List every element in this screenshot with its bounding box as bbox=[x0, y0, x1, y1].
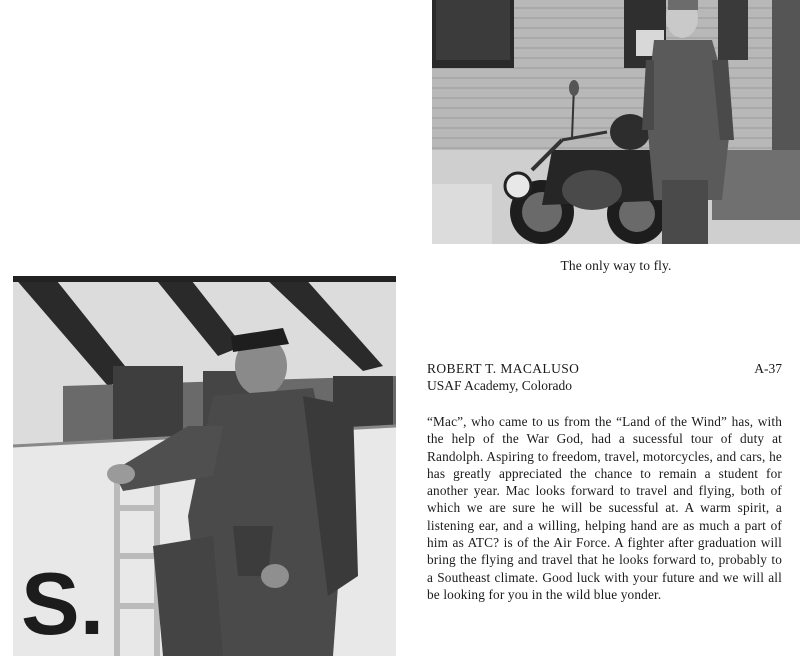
motorcycle-photo bbox=[432, 0, 800, 244]
bio-class-code: A-37 bbox=[754, 361, 782, 376]
bio-section bbox=[427, 360, 782, 603]
bio-origin: USAF Academy, Colorado bbox=[427, 378, 572, 393]
pilot-photo bbox=[13, 276, 396, 656]
motorcycle-photo-caption: The only way to fly. bbox=[560, 258, 672, 273]
bio-header bbox=[427, 360, 782, 377]
bio-name: ROBERT T. MACALUSO bbox=[427, 361, 580, 376]
aircraft-marking: S. bbox=[21, 554, 105, 653]
bio-text: “Mac”, who came to us from the “Land of the Wind” has, with the help of the War God, had a sucessful tour of duty at Randolph. Aspiring to freedom, travel, motorcycles, and cars, he has greatly appreciated the chance to remain a student for another year. Mac looks forward to travel and flying, both of which we are sure he will be sucessful at. A warm spirit, a listening ear, and a willing, helping hand are as much a part of him as ATC? is of the Air Force. A fighter after graduation will bring the flying and travel that he looks forward to, probably to a Southeast climate. Good luck with your future and we will all be looking for you in the wild blue yonder. bbox=[427, 414, 782, 602]
